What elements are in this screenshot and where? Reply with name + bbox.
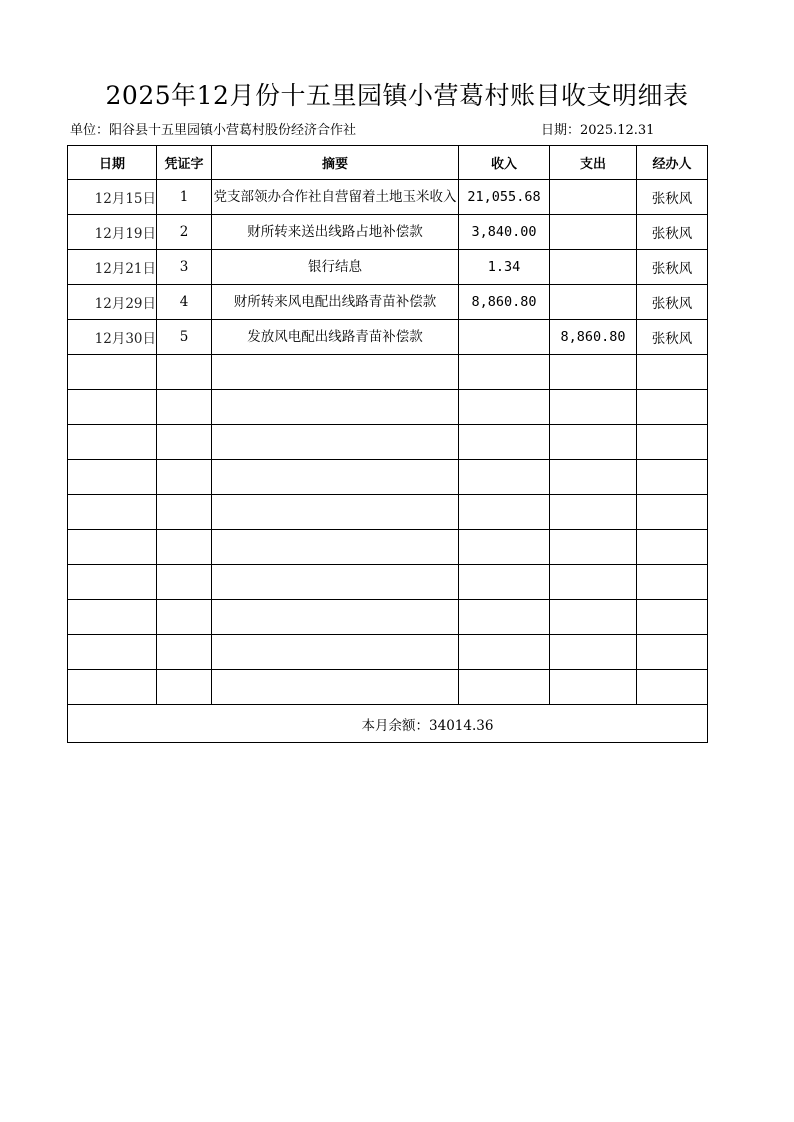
empty-row — [68, 635, 708, 670]
empty-row — [68, 425, 708, 460]
header-operator: 经办人 — [637, 146, 708, 180]
empty-row — [68, 495, 708, 530]
cell-voucher: 4 — [157, 285, 212, 320]
unit-label: 单位：阳谷县十五里园镇小营葛村股份经济合作社 — [70, 123, 357, 138]
cell-summary: 银行结息 — [212, 250, 459, 285]
cell-date: 12月21日 — [68, 250, 157, 285]
monthly-balance: 本月余额：34014.36 — [361, 717, 494, 734]
date-label: 日期：2025.12.31 — [541, 123, 655, 138]
cell-expense — [550, 215, 637, 250]
balance-row — [68, 705, 708, 743]
empty-row — [68, 390, 708, 425]
cell-operator: 张秋风 — [637, 320, 708, 355]
cell-income: 1.34 — [459, 250, 550, 285]
empty-row — [68, 355, 708, 390]
table-row — [68, 285, 708, 320]
table-row — [68, 215, 708, 250]
empty-row — [68, 460, 708, 495]
cell-income: 21,055.68 — [459, 180, 550, 215]
cell-operator: 张秋风 — [637, 285, 708, 320]
cell-date: 12月15日 — [68, 180, 157, 215]
cell-operator: 张秋风 — [637, 180, 708, 215]
header-expense: 支出 — [550, 146, 637, 180]
cell-summary: 党支部领办合作社自营留着土地玉米收入 — [212, 180, 459, 215]
cell-expense — [550, 180, 637, 215]
header-income: 收入 — [459, 146, 550, 180]
cell-summary: 财所转来风电配出线路青苗补偿款 — [212, 285, 459, 320]
cell-date: 12月19日 — [68, 215, 157, 250]
empty-row — [68, 565, 708, 600]
header-row — [68, 146, 708, 180]
cell-voucher: 3 — [157, 250, 212, 285]
table-row — [68, 180, 708, 215]
cell-operator: 张秋风 — [637, 215, 708, 250]
header-voucher: 凭证字 — [157, 146, 212, 180]
cell-voucher: 5 — [157, 320, 212, 355]
header-summary: 摘要 — [212, 146, 459, 180]
cell-summary: 财所转来送出线路占地补偿款 — [212, 215, 459, 250]
empty-row — [68, 530, 708, 565]
cell-voucher: 1 — [157, 180, 212, 215]
table-row — [68, 250, 708, 285]
cell-voucher: 2 — [157, 215, 212, 250]
cell-summary: 发放风电配出线路青苗补偿款 — [212, 320, 459, 355]
cell-date: 12月30日 — [68, 320, 157, 355]
cell-expense — [550, 285, 637, 320]
cell-income: 8,860.80 — [459, 285, 550, 320]
table-row — [68, 320, 708, 355]
empty-row — [68, 670, 708, 705]
cell-expense: 8,860.80 — [550, 320, 637, 355]
empty-row — [68, 600, 708, 635]
cell-income: 3,840.00 — [459, 215, 550, 250]
header-date: 日期 — [68, 146, 157, 180]
cell-date: 12月29日 — [68, 285, 157, 320]
ledger-table — [67, 145, 708, 743]
page-title: 2025年12月份十五里园镇小营葛村账目收支明细表 — [105, 81, 689, 110]
cell-income — [459, 320, 550, 355]
cell-expense — [550, 250, 637, 285]
cell-operator: 张秋风 — [637, 250, 708, 285]
